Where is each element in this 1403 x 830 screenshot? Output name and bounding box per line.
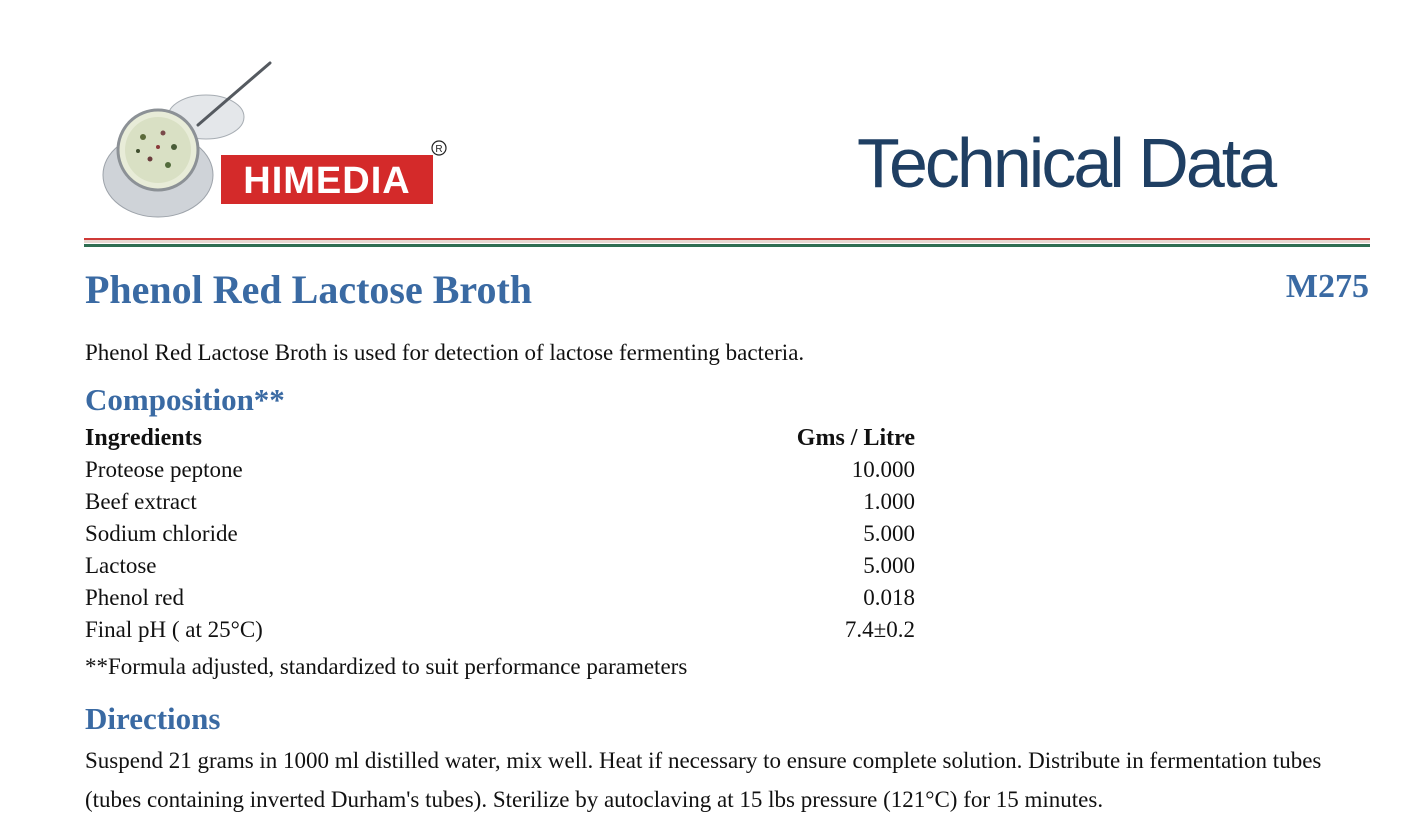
table-row: [85, 454, 915, 486]
ingredient-amount: 5.000: [863, 521, 915, 546]
composition-footnote: **Formula adjusted, standardized to suit performance parameters: [85, 654, 688, 679]
brand-wordmark: HIMEDIA: [243, 160, 411, 202]
ingredient-amount: 1.000: [863, 489, 915, 514]
document-type-title: Technical Data: [857, 124, 1275, 202]
composition-heading: Composition**: [85, 382, 285, 417]
ingredient-amount: 0.018: [863, 585, 915, 610]
header-rule-green: [84, 244, 1370, 247]
ingredient-amount: 5.000: [863, 553, 915, 578]
composition-table: [85, 422, 915, 646]
table-row: [85, 582, 915, 614]
ingredient-name: Beef extract: [85, 489, 197, 514]
ingredient-amount: 7.4±0.2: [844, 617, 915, 642]
table-row: [85, 614, 915, 646]
amount-column-header: Gms / Litre: [796, 425, 915, 451]
product-name: Phenol Red Lactose Broth: [85, 267, 533, 312]
ingredient-name: Lactose: [85, 553, 157, 578]
ingredient-name: Sodium chloride: [85, 521, 238, 546]
ingredient-name: Proteose peptone: [85, 457, 243, 482]
directions-heading: Directions: [85, 701, 221, 736]
directions-paragraph: Suspend 21 grams in 1000 ml distilled water, mix well. Heat if necessary to ensure complete solution. Distribute in fermentation tubes (tubes containing inverted Durham's tubes). Sterilize by autoclaving at 15 lbs pressure (121°C) for 15 minutes.: [85, 748, 1322, 812]
ingredient-name: Phenol red: [85, 585, 185, 610]
himedia-logo: [88, 55, 458, 220]
table-row: [85, 550, 915, 582]
ingredient-name: Final pH ( at 25°C): [85, 617, 263, 642]
ingredients-column-header: Ingredients: [85, 425, 202, 451]
ingredient-amount: 10.000: [851, 457, 915, 482]
product-code: M275: [1285, 268, 1369, 305]
table-row: [85, 486, 915, 518]
table-row: [85, 518, 915, 550]
header-rule-gap: [84, 240, 1370, 243]
registered-mark: R: [435, 144, 443, 155]
product-intro: Phenol Red Lactose Broth is used for detection of lactose fermenting bacteria.: [85, 340, 805, 365]
composition-header-row: [85, 422, 915, 454]
